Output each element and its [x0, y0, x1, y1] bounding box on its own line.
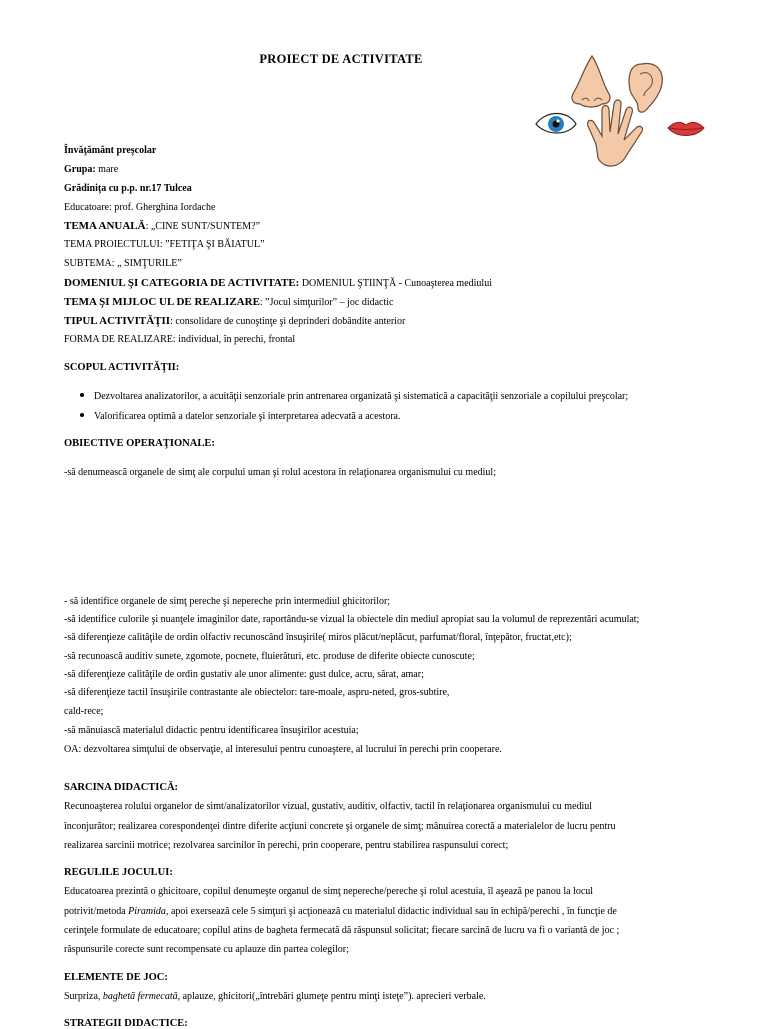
domain-line: DOMENIUL ŞI CATEGORIA DE ACTIVITATE: DOMENIUL ŞTIINŢĂ - Cunoaşterea mediului — [64, 277, 492, 289]
objectives-heading: OBIECTIVE OPERAŢIONALE: — [64, 438, 215, 449]
teacher-line: Educatoare: prof. Gherghina Iordache — [64, 202, 216, 213]
lips-icon — [668, 122, 704, 135]
scope-heading: SCOPUL ACTIVITĂŢII: — [64, 362, 180, 373]
kindergarten-line: Grădiniţa cu p.p. nr.17 Tulcea — [64, 183, 192, 194]
nose-icon — [572, 56, 610, 107]
project-theme-line: TEMA PROIECTULUI: ”FETIŢA ŞI BĂIATUL” — [64, 239, 265, 250]
objective-item: -să denumească organele de simţ ale corpului uman şi rolul acestora în relaţionarea organismului cu mediul; — [64, 467, 496, 478]
rules-text: Educatoarea prezintă o ghicitoare, copilul denumeşte organul de simţ nepereche/pereche şi rolul acestuia, îl aşează pe panou la locul — [64, 886, 594, 897]
method-line: TEMA ŞI MIJLOC UL DE REALIZARE: ”Jocul simţurilor” – joc didactic — [64, 296, 394, 308]
objective-item: cald-rece; — [64, 706, 104, 717]
objective-item: -să diferenţieze calităţile de ordin gustativ ale unor alimente: gust dulce, acru, sărat, amar; — [64, 669, 424, 680]
objective-item: -să mânuiască materialul didactic pentru identificarea însuşirilor acestuia; — [64, 725, 359, 736]
annual-theme-line: TEMA ANUALĂ: „CINE SUNT/SUNTEM?” — [64, 220, 261, 232]
strategies-heading: STRATEGII DIDACTICE: — [64, 1018, 188, 1029]
objective-item: -să diferenţieze calităţile de ordin olfactiv recunoscând însuşirile( miros plăcut/neplăcut, parfumat/floral, înţepător, fructat,etc); — [64, 632, 572, 643]
task-text: Recunoaşterea rolului organelor de simt/analizatorilor vizual, gustativ, auditiv, olfactiv, tactil în relaţionarea organismului cu mediul — [64, 801, 593, 812]
page-title: PROIECT DE ACTIVITATE — [259, 52, 423, 66]
subtheme-line: SUBTEMA: „ SIMŢURILE” — [64, 258, 182, 269]
activity-type-line: TIPUL ACTIVITĂŢII: consolidare de cunoştinţe şi deprinderi dobândite anterior — [64, 315, 406, 327]
group-line: Grupa: mare — [64, 164, 119, 175]
rules-text: potrivit/metoda Piramida, apoi exersează cele 5 simţuri şi acţionează cu materialul didactic individual sau în echipă/perechi , în funcţie de — [64, 906, 617, 917]
education-level: Învăţământ preşcolar — [64, 145, 157, 156]
task-text: realizarea sarcinii motrice; rezolvarea sarcinilor în perechi, prin cooperare, pentru stabilirea raspunsului corect; — [64, 840, 509, 851]
game-elements-text: Surpriza, baghetă fermecată, aplauze, ghicitori(„întrebări glumeţe pentru minţi isteţe”). aprecieri verbale. — [64, 991, 486, 1002]
objective-item: -să recunoască auditiv sunete, zgomote, pocnete, fluierături, etc. produse de diferite obiecte cunoscute; — [64, 651, 475, 662]
ear-icon — [629, 64, 662, 113]
rules-heading: REGULILE JOCULUI: — [64, 867, 173, 878]
hand-icon — [588, 100, 643, 166]
objective-item: OA: dezvoltarea simţului de observaţie, al interesului pentru cunoaştere, al lucrului în perechi prin cooperare. — [64, 744, 502, 755]
objective-item: -să diferenţieze tactil însuşirile contrastante ale obiectelor: tare-moale, aspru-neted, gros-subtire, — [64, 687, 450, 698]
objective-item: -să identifice culorile şi nuanţele imaginilor date, raportându-se vizual la obiectele din mediul apropiat sau la volumul de reprezentări acumulat; — [64, 614, 640, 625]
eye-icon — [536, 114, 576, 134]
form-line: FORMA DE REALIZARE: individual, în perechi, frontal — [64, 334, 296, 345]
task-text: înconjurător; realizarea corespondenţei dintre diferite acţiuni concrete şi organele de simţ; mânuirea corectă a materialelor de lucru pentru — [64, 821, 616, 832]
rules-text: răspunsurile corecte sunt recompensate cu aplauze din partea colegilor; — [64, 944, 349, 955]
senses-illustration — [530, 48, 720, 180]
scope-item: Dezvoltarea analizatorilor, a acuităţii senzoriale prin antrenarea organizată şi sistematică a capacităţii senzoriale a copilului preşcolar; — [80, 391, 628, 402]
rules-text: cerinţele formulate de educatoare; copilul atins de bagheta fermecată dă răspunsul solicitat; fiecare sarcină de lucru va fi o variantă de joc ; — [64, 925, 620, 936]
objective-item: - să identifice organele de simţ pereche şi nepereche prin intermediul ghicitorilor; — [64, 596, 391, 607]
task-heading: SARCINA DIDACTICĂ: — [64, 782, 179, 793]
game-elements-heading: ELEMENTE DE JOC: — [64, 972, 168, 983]
scope-item: Valorificarea optimă a datelor senzoriale şi interpretarea adecvată a acestora. — [80, 411, 401, 422]
